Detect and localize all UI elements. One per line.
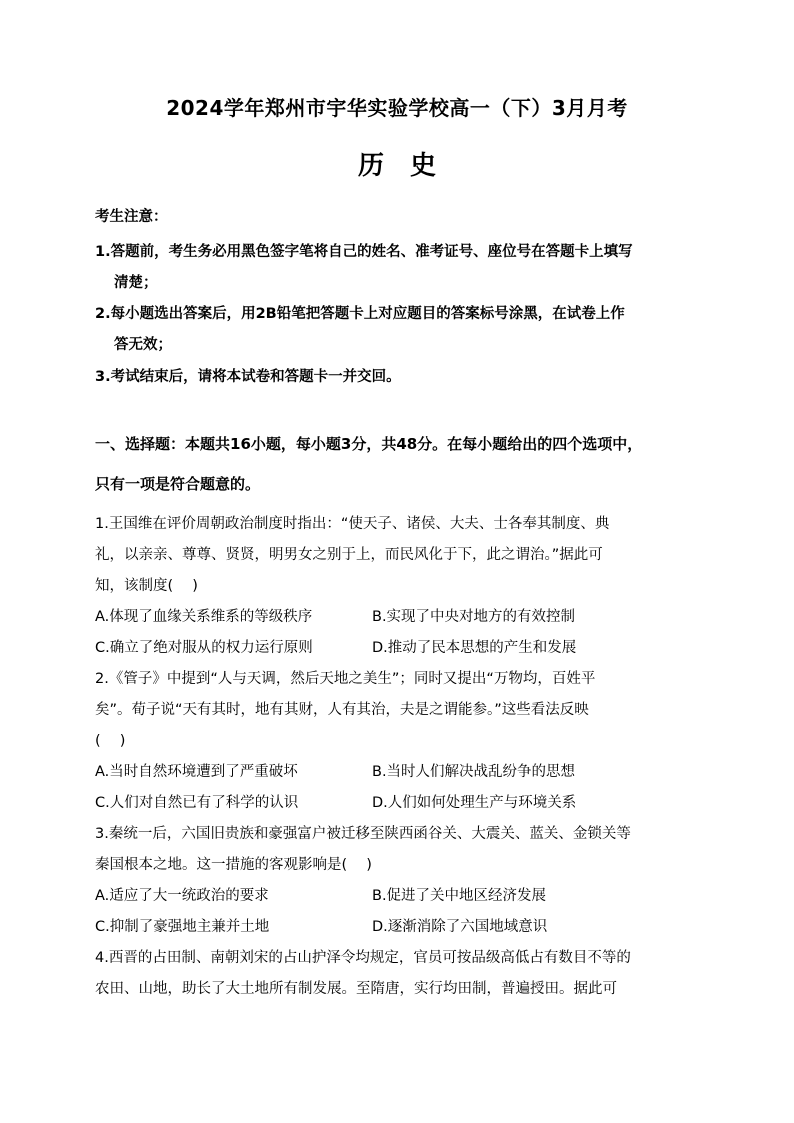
question-1-option-d: D.推动了民本思想的产生和发展 bbox=[372, 640, 577, 656]
question-2-line: 2.《管子》中提到“人与天调，然后天地之美生”；同时又提出“万物均，百姓平 bbox=[95, 671, 596, 687]
question-1-option-c: C.确立了绝对服从的权力运行原则 bbox=[95, 640, 313, 656]
question-1-line: 1.王国维在评价周朝政治制度时指出：“使天子、诸侯、大夫、士各奉其制度、典 bbox=[95, 516, 610, 532]
question-2-option-c: C.人们对自然已有了科学的认识 bbox=[95, 795, 299, 811]
notice-item bbox=[95, 305, 715, 354]
question-3-option-d: D.逐渐消除了六国地域意识 bbox=[372, 919, 548, 935]
notice-line: 2.每小题选出答案后，用2B铅笔把答题卡上对应题目的答案标号涂黑，在试卷上作 bbox=[95, 306, 625, 322]
notice-item bbox=[95, 368, 715, 386]
question-3-option-a: A.适应了大一统政治的要求 bbox=[95, 888, 269, 904]
question-3-option-b: B.促进了关中地区经济发展 bbox=[372, 888, 547, 904]
question-1-line: 礼，以亲亲、尊尊、贤贤，明男女之别于上，而民风化于下，此之谓治。”据此可 bbox=[95, 547, 603, 563]
question-3-line: 3.秦统一后，六国旧贵族和豪强富户被迁移至陕西函谷关、大震关、蓝关、金锁关等 bbox=[95, 826, 631, 842]
question-1-option-b: B.实现了中央对地方的有效控制 bbox=[372, 609, 576, 625]
notice-line: 3.考试结束后，请将本试卷和答题卡一并交回。 bbox=[95, 369, 401, 385]
section-heading-line1: 一、选择题：本题共16小题，每小题3分，共48分。在每小题给出的四个选项中， bbox=[95, 435, 643, 453]
question-3-line: 秦国根本之地。这一措施的客观影响是( ) bbox=[95, 857, 372, 873]
exam-title: 2024学年郑州市宇华实验学校高一（下）3月月考 bbox=[166, 96, 628, 120]
question-2-option-b: B.当时人们解决战乱纷争的思想 bbox=[372, 764, 576, 780]
question-4-line: 4.西晋的占田制、南朝刘宋的占山护泽令均规定，官员可按品级高低占有数目不等的 bbox=[95, 950, 631, 966]
question-2-option-d: D.人们如何处理生产与环境关系 bbox=[372, 795, 577, 811]
notice-heading: 考生注意： bbox=[95, 209, 168, 225]
notice-line-cont: 清楚； bbox=[114, 275, 158, 291]
notice-line: 1.答题前，考生务必用黑色签字笔将自己的姓名、准考证号、座位号在答题卡上填写 bbox=[95, 244, 633, 260]
question-4-line: 农田、山地，助长了大土地所有制发展。至隋唐，实行均田制，普遍授田。据此可 bbox=[95, 981, 617, 997]
section-heading-line2: 只有一项是符合题意的。 bbox=[95, 475, 261, 493]
subject-title: 历史 bbox=[357, 151, 462, 181]
notice-line-cont: 答无效； bbox=[114, 337, 172, 353]
question-1-option-a: A.体现了血缘关系维系的等级秩序 bbox=[95, 609, 313, 625]
question-2-line: 矣”。荀子说“天有其时，地有其财，人有其治，夫是之谓能参。”这些看法反映 bbox=[95, 702, 589, 718]
question-1-line: 知，该制度( ) bbox=[95, 578, 198, 594]
question-2-option-a: A.当时自然环境遭到了严重破坏 bbox=[95, 764, 298, 780]
notice-item bbox=[95, 243, 715, 292]
question-2-line: ( ) bbox=[95, 733, 126, 749]
question-3-option-c: C.抑制了豪强地主兼并土地 bbox=[95, 919, 270, 935]
